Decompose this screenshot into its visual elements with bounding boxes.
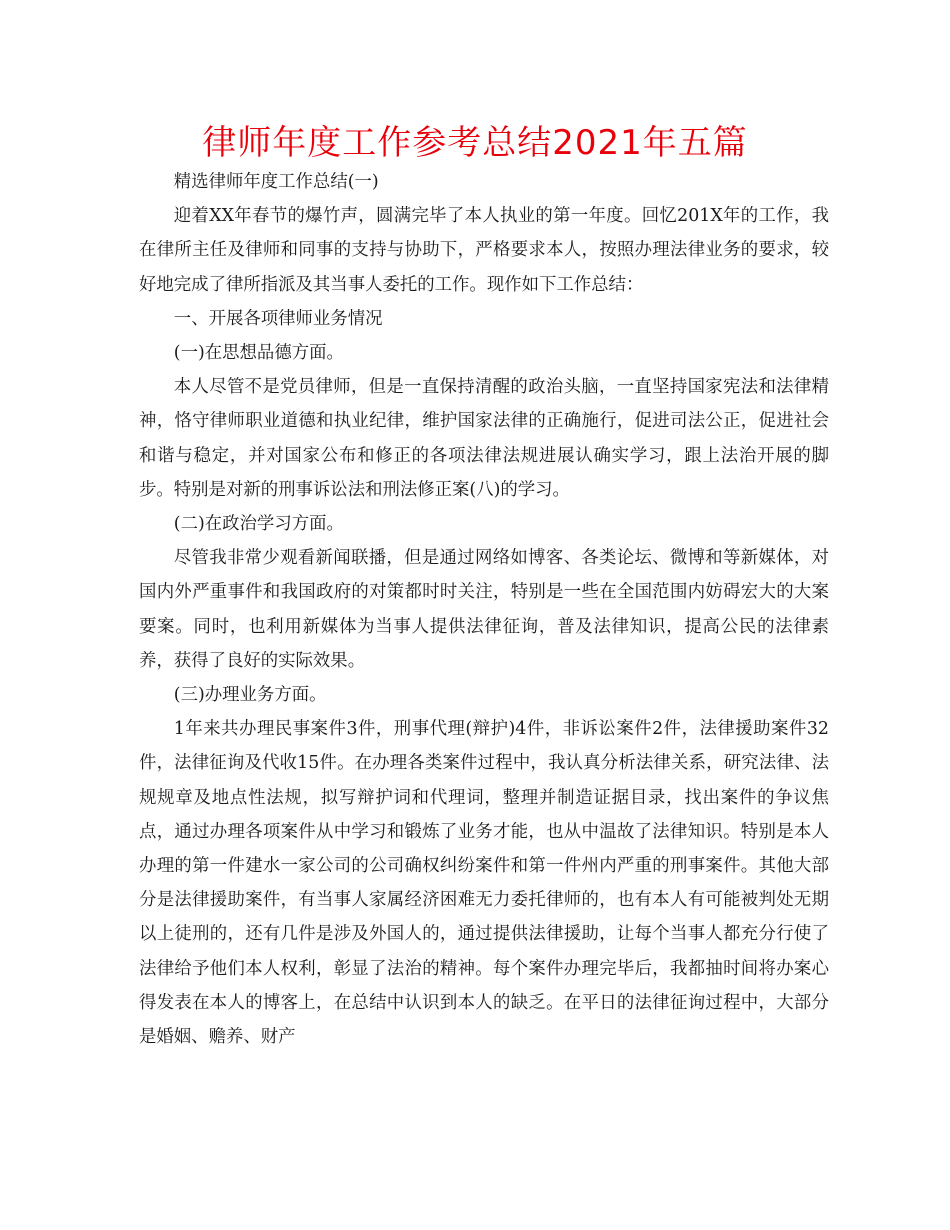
document-title: 律师年度工作参考总结2021年五篇 <box>202 123 748 163</box>
paragraph: 1年来共办理民事案件3件，刑事代理(辩护)4件，非诉讼案件2件，法律援助案件32件，法律征询及代收15件。在办理各类案件过程中，我认真分析法律关系，研究法律、法规规章及地点性法规，拟写辩护词和代理词，整理并制造证据目录，找出案件的争议焦点，通过办理各项案件从中学习和锻炼了业务才能，也从中温故了法律知识。特别是本人办理的第一件建水一家公司的公司确权纠纷案件和第一件州内严重的刑事案件。其他大部分是法律援助案件，有当事人家属经济困难无力委托律师的，也有本人有可能被判处无期以上徒刑的，还有几件是涉及外国人的，通过提供法律援助，让每个当事人都充分行使了法律给予他们本人权利，彰显了法治的精神。每个案件办理完毕后，我都抽时间将办案心得发表在本人的博客上，在总结中认识到本人的缺乏。在平日的法律征询过程中，大部分是婚姻、赡养、财产 <box>139 719 829 1048</box>
subsection-heading: (二)在政治学习方面。 <box>173 514 344 535</box>
paragraph: 迎着XX年春节的爆竹声，圆满完毕了本人执业的第一年度。回忆201X年的工作，我在律所主任及律师和同事的支持与协助下，严格要求本人，按照办理法律业务的要求，较好地完成了律所指派及其当事人委托的工作。现作如下工作总结： <box>139 206 829 295</box>
paragraph: 本人尽管不是党员律师，但是一直保持清醒的政治头脑，一直坚持国家宪法和法律精神，恪守律师职业道德和执业纪律，维护国家法律的正确施行，促进司法公正，促进社会和谐与稳定，并对国家公布和修正的各项法律法规进展认确实学习，跟上法治开展的脚步。特别是对新的刑事诉讼法和刑法修正案(八)的学习。 <box>139 377 829 500</box>
paragraph: 尽管我非常少观看新闻联播，但是通过网络如博客、各类论坛、微博和等新媒体，对国内外严重事件和我国政府的对策都时时关注，特别是一些在全国范围内妨碍宏大的大案要案。同时，也利用新媒体为当事人提供法律征询，普及法律知识，提高公民的法律素养，获得了良好的实际效果。 <box>139 548 829 671</box>
section-heading: 一、开展各项律师业务情况 <box>173 308 383 329</box>
subsection-heading: (一)在思想品德方面。 <box>173 343 344 364</box>
subsection-heading: (三)办理业务方面。 <box>173 685 327 706</box>
document-body <box>139 165 829 1054</box>
section-heading: 精选律师年度工作总结(一) <box>173 172 379 192</box>
